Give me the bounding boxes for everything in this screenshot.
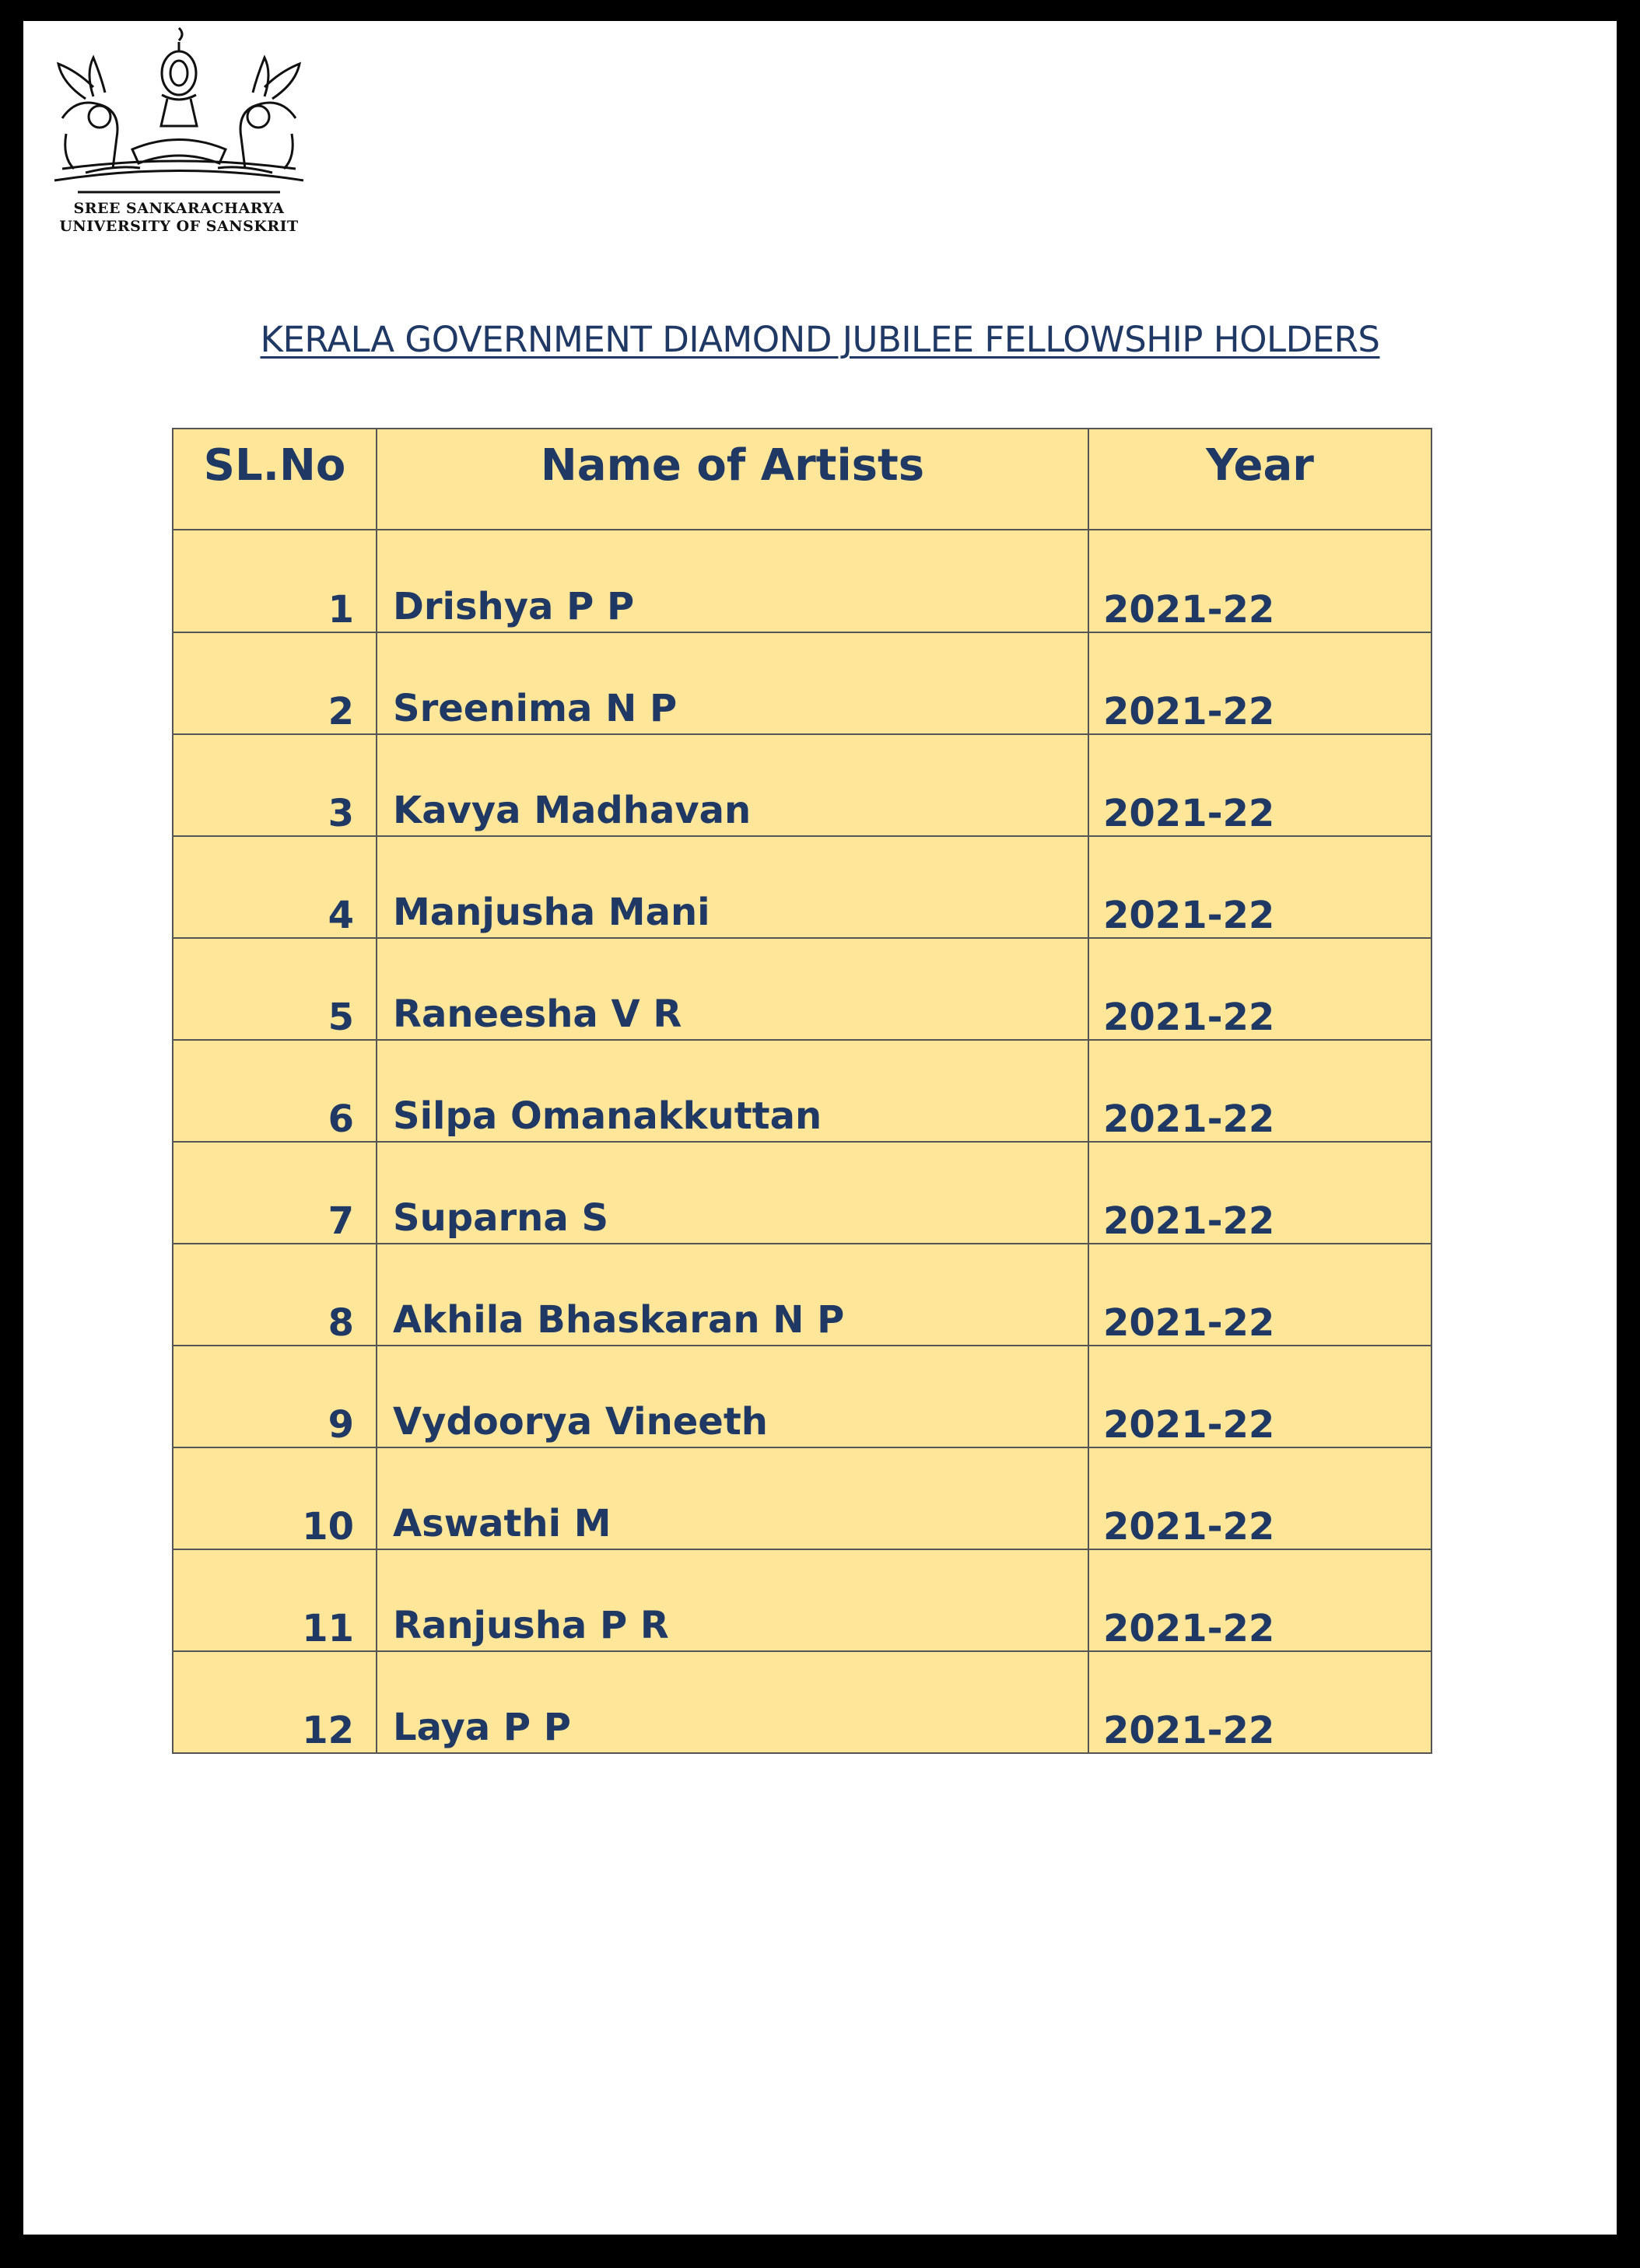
year-cell: 2021-22 xyxy=(1088,938,1431,1040)
year-cell: 2021-22 xyxy=(1088,1040,1431,1142)
year-cell: 2021-22 xyxy=(1088,836,1431,938)
column-header-name: Name of Artists xyxy=(377,429,1088,530)
sl-no-cell: 4 xyxy=(173,836,377,938)
sl-no-cell: 9 xyxy=(173,1346,377,1447)
artist-name-cell: Aswathi M xyxy=(377,1447,1088,1549)
sl-no-cell: 6 xyxy=(173,1040,377,1142)
table-row xyxy=(173,530,1431,632)
table-row xyxy=(173,1040,1431,1142)
year-cell: 2021-22 xyxy=(1088,1142,1431,1244)
artist-name-cell: Sreenima N P xyxy=(377,632,1088,734)
table-row xyxy=(173,1447,1431,1549)
year-cell: 2021-22 xyxy=(1088,1651,1431,1753)
emblem-icon xyxy=(31,25,327,200)
year-cell: 2021-22 xyxy=(1088,1447,1431,1549)
table-header-row xyxy=(173,429,1431,530)
fellowship-table xyxy=(172,428,1432,1754)
year-cell: 2021-22 xyxy=(1088,632,1431,734)
table-row xyxy=(173,632,1431,734)
logo-text-line2: UNIVERSITY OF SANSKRIT xyxy=(59,218,299,235)
page-title: KERALA GOVERNMENT DIAMOND JUBILEE FELLOWSHIP HOLDERS xyxy=(260,319,1380,360)
artist-name-cell: Manjusha Mani xyxy=(377,836,1088,938)
sl-no-cell: 8 xyxy=(173,1244,377,1346)
table-row xyxy=(173,734,1431,836)
table-row xyxy=(173,1346,1431,1447)
table-row xyxy=(173,1651,1431,1753)
artist-name-cell: Suparna S xyxy=(377,1142,1088,1244)
sl-no-cell: 2 xyxy=(173,632,377,734)
artist-name-cell: Vydoorya Vineeth xyxy=(377,1346,1088,1447)
university-logo xyxy=(31,25,327,250)
table-row xyxy=(173,938,1431,1040)
year-cell: 2021-22 xyxy=(1088,1346,1431,1447)
artist-name-cell: Silpa Omanakkuttan xyxy=(377,1040,1088,1142)
sl-no-cell: 12 xyxy=(173,1651,377,1753)
sl-no-cell: 7 xyxy=(173,1142,377,1244)
logo-text-line1: SREE SANKARACHARYA xyxy=(73,200,285,217)
sl-no-cell: 11 xyxy=(173,1549,377,1651)
artist-name-cell: Ranjusha P R xyxy=(377,1549,1088,1651)
sl-no-cell: 10 xyxy=(173,1447,377,1549)
artist-name-cell: Kavya Madhavan xyxy=(377,734,1088,836)
table-row xyxy=(173,836,1431,938)
column-header-year: Year xyxy=(1088,429,1431,530)
table-row xyxy=(173,1142,1431,1244)
artist-name-cell: Drishya P P xyxy=(377,530,1088,632)
year-cell: 2021-22 xyxy=(1088,1549,1431,1651)
column-header-sl-no: SL.No xyxy=(173,429,377,530)
year-cell: 2021-22 xyxy=(1088,1244,1431,1346)
artist-name-cell: Laya P P xyxy=(377,1651,1088,1753)
sl-no-cell: 5 xyxy=(173,938,377,1040)
sl-no-cell: 3 xyxy=(173,734,377,836)
artist-name-cell: Akhila Bhaskaran N P xyxy=(377,1244,1088,1346)
table-row xyxy=(173,1549,1431,1651)
artist-name-cell: Raneesha V R xyxy=(377,938,1088,1040)
sl-no-cell: 1 xyxy=(173,530,377,632)
year-cell: 2021-22 xyxy=(1088,734,1431,836)
table-row xyxy=(173,1244,1431,1346)
year-cell: 2021-22 xyxy=(1088,530,1431,632)
